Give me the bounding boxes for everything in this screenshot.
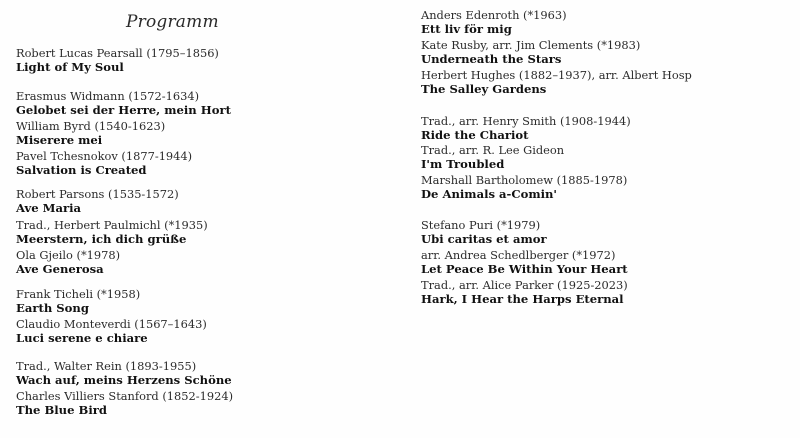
program-entry bbox=[421, 38, 640, 67]
composer-name: Trad., arr. R. Lee Gideon bbox=[421, 143, 565, 157]
composer-name: Robert Lucas Pearsall (1795–1856) bbox=[16, 46, 219, 60]
work-title: Earth Song bbox=[16, 301, 89, 315]
composer-name: arr. Andrea Schedlberger (*1972) bbox=[421, 248, 616, 262]
composer-name: William Byrd (1540-1623) bbox=[16, 119, 166, 133]
composer-name: Frank Ticheli (*1958) bbox=[16, 287, 141, 301]
work-title: Ubi caritas et amor bbox=[421, 232, 547, 246]
work-title: Meerstern, ich dich grüße bbox=[16, 232, 187, 246]
program-entry bbox=[16, 149, 192, 178]
composer-name: Trad., Herbert Paulmichl (*1935) bbox=[16, 218, 208, 232]
work-title: Ave Generosa bbox=[16, 262, 104, 276]
program-entry bbox=[16, 389, 233, 418]
program-entry bbox=[16, 287, 140, 316]
work-title: De Animals a-Comin' bbox=[421, 187, 557, 201]
work-title: Ride the Chariot bbox=[421, 128, 529, 142]
work-title: Gelobet sei der Herre, mein Hort bbox=[16, 103, 231, 117]
program-entry bbox=[421, 68, 692, 97]
composer-name: Anders Edenroth (*1963) bbox=[421, 8, 567, 22]
program-title: Programm bbox=[126, 12, 219, 32]
composer-name: Herbert Hughes (1882–1937), arr. Albert Hosp bbox=[421, 68, 692, 82]
program-entry bbox=[16, 46, 219, 75]
work-title: Ett liv för mig bbox=[421, 22, 512, 36]
program-entry bbox=[16, 89, 231, 118]
composer-name: Stefano Puri (*1979) bbox=[421, 218, 541, 232]
work-title: Ave Maria bbox=[16, 201, 82, 215]
composer-name: Ola Gjeilo (*1978) bbox=[16, 248, 121, 262]
work-title: The Salley Gardens bbox=[421, 82, 547, 96]
composer-name: Trad., Walter Rein (1893-1955) bbox=[16, 359, 197, 373]
composer-name: Claudio Monteverdi (1567–1643) bbox=[16, 317, 207, 331]
work-title: Wach auf, meins Herzens Schöne bbox=[16, 373, 232, 387]
composer-name: Pavel Tchesnokov (1877-1944) bbox=[16, 149, 193, 163]
work-title: Light of My Soul bbox=[16, 60, 124, 74]
program-entry bbox=[421, 278, 628, 307]
work-title: Underneath the Stars bbox=[421, 52, 562, 66]
program-entry bbox=[16, 187, 179, 216]
program-entry bbox=[421, 143, 564, 172]
composer-name: Kate Rusby, arr. Jim Clements (*1983) bbox=[421, 38, 641, 52]
program-entry bbox=[16, 218, 208, 247]
work-title: Let Peace Be Within Your Heart bbox=[421, 262, 628, 276]
composer-name: Marshall Bartholomew (1885-1978) bbox=[421, 173, 628, 187]
program-entry bbox=[16, 248, 120, 277]
composer-name: Erasmus Widmann (1572-1634) bbox=[16, 89, 200, 103]
program-entry bbox=[421, 114, 631, 143]
work-title: Salvation is Created bbox=[16, 163, 147, 177]
work-title: Luci serene e chiare bbox=[16, 331, 148, 345]
work-title: Hark, I Hear the Harps Eternal bbox=[421, 292, 624, 306]
program-entry bbox=[421, 8, 567, 37]
composer-name: Trad., arr. Henry Smith (1908-1944) bbox=[421, 114, 631, 128]
program-entry bbox=[16, 359, 232, 388]
composer-name: Trad., arr. Alice Parker (1925-2023) bbox=[421, 278, 628, 292]
program-entry bbox=[421, 173, 627, 202]
work-title: I'm Troubled bbox=[421, 157, 505, 171]
program-entry bbox=[16, 317, 207, 346]
work-title: The Blue Bird bbox=[16, 403, 107, 417]
program-entry bbox=[421, 248, 628, 277]
work-title: Miserere mei bbox=[16, 133, 103, 147]
composer-name: Robert Parsons (1535-1572) bbox=[16, 187, 179, 201]
composer-name: Charles Villiers Stanford (1852-1924) bbox=[16, 389, 234, 403]
program-entry bbox=[16, 119, 165, 148]
program-entry bbox=[421, 218, 547, 247]
